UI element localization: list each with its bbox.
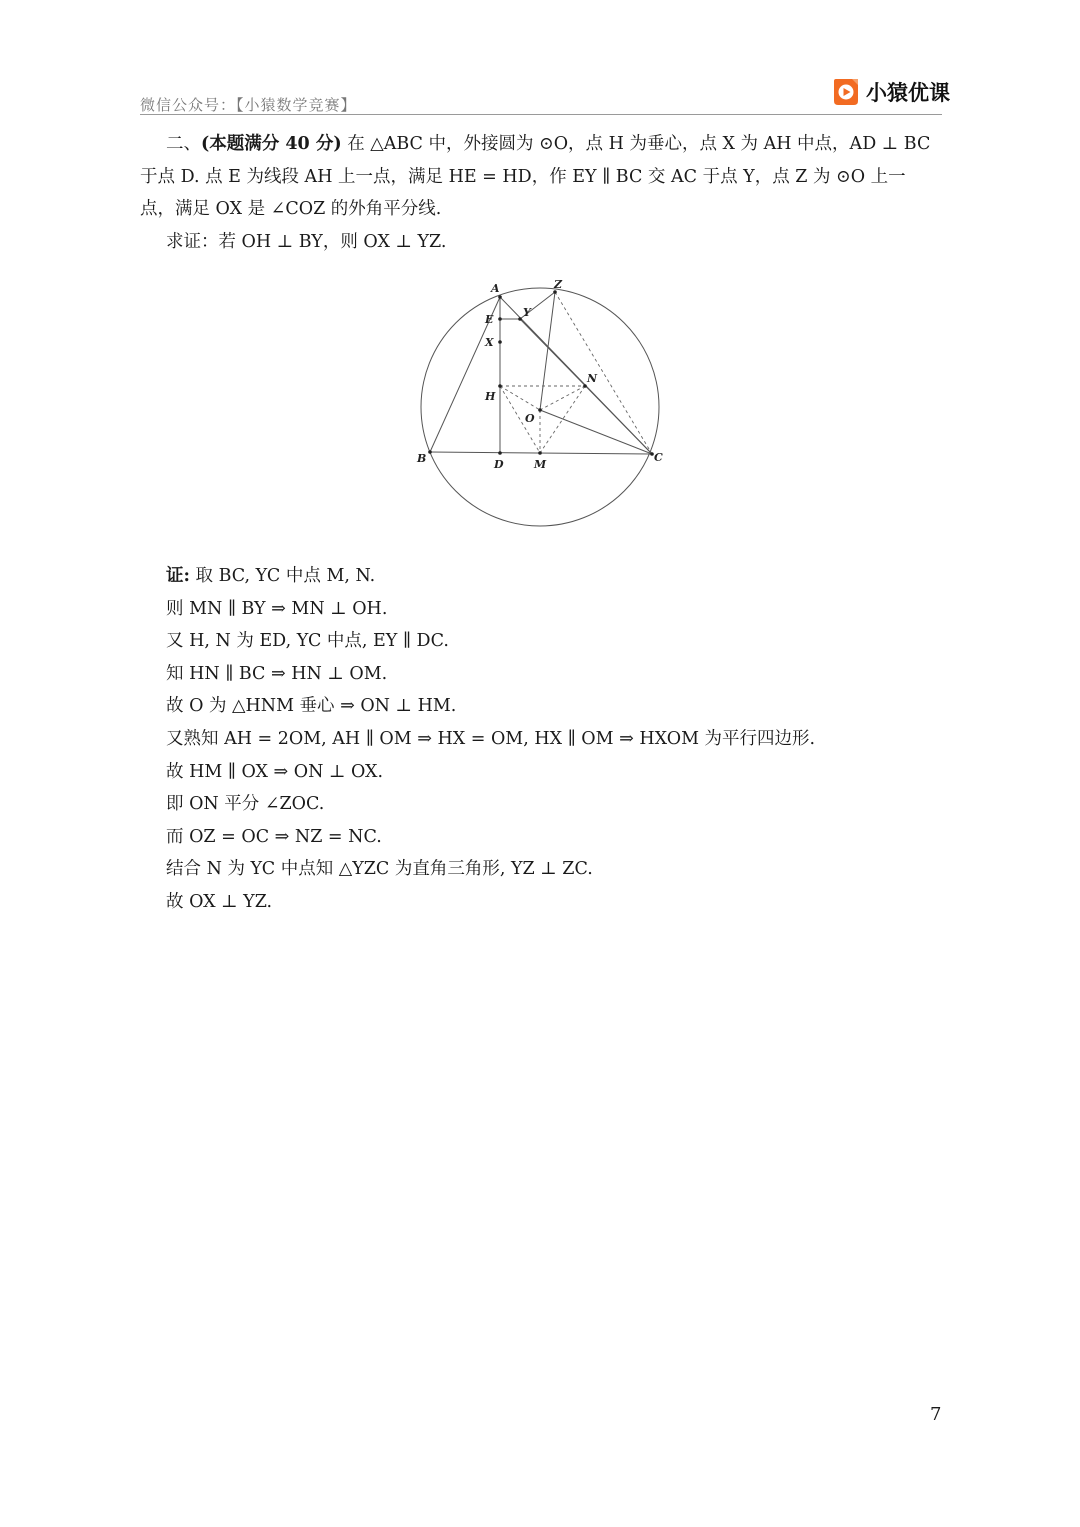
proof-line-9: 而 OZ = OC ⇒ NZ = NC. [166,826,382,847]
dashed-nm [540,386,585,453]
label-y: Y [523,306,531,319]
header-divider [140,114,942,115]
problem-prove-statement: 求证：若 OH ⊥ BY，则 OX ⊥ YZ. [166,231,447,252]
label-a: A [491,282,500,295]
geometry-diagram [405,270,675,535]
page-number: 7 [930,1404,942,1425]
label-x: X [485,336,494,349]
label-d: D [494,458,504,471]
proof-line-text: 取 BC, YC 中点 M, N. [195,566,376,586]
proof-heading: 证: [166,566,190,586]
label-c: C [654,451,663,464]
label-z: Z [554,278,563,291]
proof-line-10: 结合 N 为 YC 中点知 △YZC 为直角三角形, YZ ⊥ ZC. [166,859,593,880]
problem-statement [140,128,942,258]
brand-logo [832,76,950,108]
label-h: H [485,390,496,403]
point-h [498,384,502,388]
proof-line-5: 故 O 为 △HNM 垂心 ⇒ ON ⊥ HM. [166,696,457,717]
label-e: E [485,313,494,326]
label-m: M [534,458,547,471]
proof-line-7: 故 HM ∥ OX ⇒ ON ⊥ OX. [166,761,384,782]
problem-line-1 [140,128,942,161]
point-x [498,340,502,344]
point-a [498,295,502,299]
point-o [538,408,542,412]
dashed-on [540,386,585,410]
brand-play-icon [832,77,860,107]
proof-line-8: 即 ON 平分 ∠ZOC. [166,794,325,815]
proof-line-3: 又 H, N 为 ED, YC 中点, EY ∥ DC. [166,631,449,652]
point-e [498,317,502,321]
dashed-ho [500,386,540,410]
proof-line-4: 知 HN ∥ BC ⇒ HN ⊥ OM. [166,663,388,684]
label-b: B [417,452,427,465]
proof-line-2: 则 MN ∥ BY ⇒ MN ⊥ OH. [166,598,388,619]
problem-score-note: (本题满分 40 分) [201,134,342,154]
label-o: O [525,412,535,425]
label-n: N [587,372,598,385]
point-b [428,450,432,454]
point-d [498,451,502,455]
problem-number: 二、 [166,134,201,154]
problem-line-2: 于点 D. 点 E 为线段 AH 上一点，满足 HE = HD，作 EY ∥ BC 交 AC 于点 Y，点 Z 为 ⊙O 上一 [140,166,906,187]
point-m [538,451,542,455]
dashed-zc [555,292,652,454]
proof-line-1 [166,560,926,593]
brand-name: 小猿优课 [866,81,950,105]
problem-text-1: 在 △ABC 中，外接圆为 ⊙O，点 H 为垂心，点 X 为 AH 中点，AD ⊥ BC [347,134,931,154]
header-source-text: 微信公众号：【小猿数学竞赛】 [140,96,357,114]
geometry-figure [405,270,675,535]
proof-line-11: 故 OX ⊥ YZ. [166,891,273,912]
proof-line-6: 又熟知 AH = 2OM, AH ∥ OM ⇒ HX = OM, HX ∥ OM ⇒ HXOM 为平行四边形. [166,728,816,749]
proof-block [166,560,926,919]
segment-oc [540,410,652,454]
point-y [518,317,522,321]
problem-line-3: 点，满足 OX 是 ∠COZ 的外角平分线. [140,199,442,219]
